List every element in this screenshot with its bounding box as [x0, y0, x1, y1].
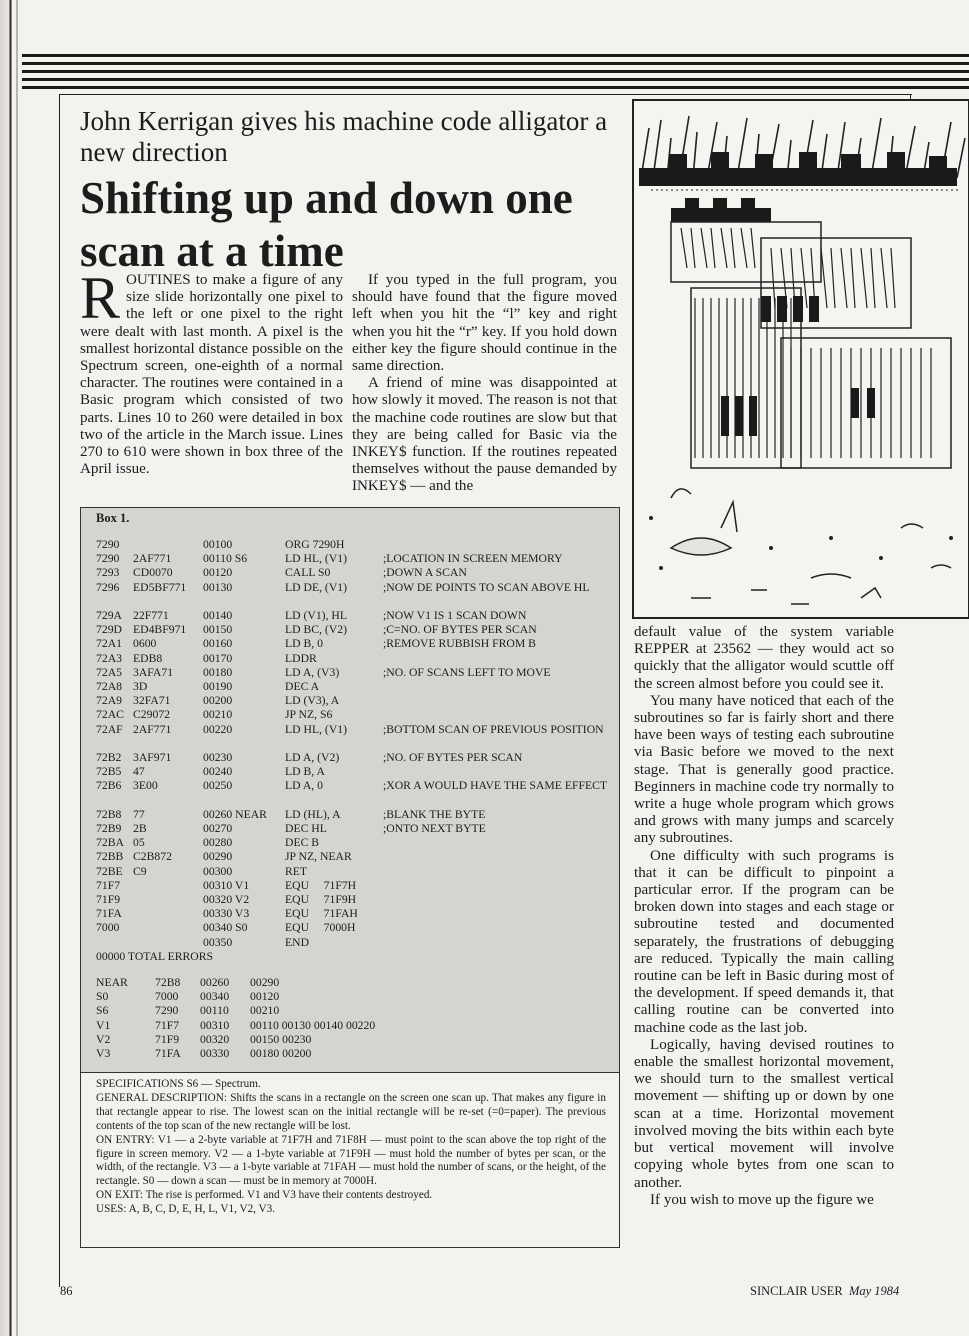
xref-cell: V1 [96, 1018, 111, 1032]
listing-instruction: LD B, 0 [285, 637, 323, 651]
listing-comment: ;BLANK THE BYTE [383, 807, 486, 821]
listing-line-number: 00150 [203, 623, 233, 637]
listing-instruction: LD HL, (V1) [285, 552, 347, 566]
listing-hex: 77 [133, 807, 145, 821]
listing-instruction: LD A, 0 [285, 779, 323, 793]
listing-address: 72AF [96, 722, 123, 736]
issue-date: May 1984 [848, 1284, 900, 1298]
listing-address: 72BA [96, 836, 124, 850]
listing-instruction: LD A, (V2) [285, 751, 340, 764]
paragraph: One difficulty with such programs is that it can be difficult to pinpoint a particular error. If the program can be broken down into stages and each stage or subroutine tested and documented separately, the frustrations of debugging are reduced. Typically the main calling routine can be left in Basic during most of the development. If speed demands it, that calling routine can be converted into machine code as the last job. [634, 847, 894, 1036]
listing-address: 72A1 [96, 637, 122, 651]
listing-instruction: LD (HL), A [285, 807, 341, 821]
listing-address: 72B2 [96, 751, 122, 764]
xref-cell: 00260 [200, 976, 230, 989]
listing-address: 72A3 [96, 651, 122, 665]
listing-line-number: 00320 V2 [203, 893, 250, 906]
xref-cell: 00110 [200, 1004, 229, 1018]
spec-uses: USES: A, B, C, D, E, H, L, V1, V2, V3. [96, 1203, 276, 1216]
spec-title: SPECIFICATIONS S6 — Spectrum. [96, 1078, 261, 1090]
listing-line-number: 00100 [203, 538, 233, 551]
listing-line-number: 00120 [203, 566, 233, 580]
listing-address: 71F9 [96, 893, 121, 906]
listing-hex: C29072 [133, 708, 171, 722]
listing-comment: ;REMOVE RUBBISH FROM B [383, 637, 536, 651]
listing-instruction: DEC B [285, 836, 320, 850]
specification-text [96, 1078, 606, 1217]
listing-instruction: LD (V1), HL [285, 609, 347, 622]
listing-address: 72B9 [96, 822, 122, 835]
listing-hex: CD0070 [133, 566, 173, 580]
xref-cell: NEAR [96, 976, 128, 989]
listing-instruction: LD B, A [285, 765, 325, 779]
listing-instruction: JP NZ, NEAR [285, 850, 352, 864]
listing-line-number: 00190 [203, 680, 233, 693]
spec-on-exit: ON EXIT: The rise is performed. V1 and V3 have their contents destroyed. [96, 1189, 433, 1202]
paragraph: OUTINES to make a figure of any size slide horizontally one pixel to the left or one pixel to the right were dealt with last month. A pixel is the smallest horizontal distance possible on the Spectrum screen, one-eighth of a normal character. The routines were contained in a Basic program which consisted of two parts. Lines 10 to 260 were detailed in box two of the article in the March issue. Lines 270 to 610 were shown in box three of the April issue. [80, 272, 343, 478]
paragraph: A friend of mine was disappointed at how slowly it moved. The reason is not that the machine code routines are slow but that they are being called for Basic via the INKEY$ function. If the routines repeated themselves without the pause demanded by INKEY$ — and the [352, 375, 617, 495]
listing-hex: 47 [133, 765, 145, 779]
listing-line-number: 00240 [203, 765, 233, 779]
listing-line-number: 00300 [203, 864, 233, 878]
xref-cell: V3 [96, 1047, 111, 1060]
listing-address: 71FA [96, 907, 122, 921]
xref-cell: 7290 [155, 1004, 179, 1018]
listing-address: 7290 [96, 552, 120, 566]
listing-line-number: 00140 [203, 609, 233, 622]
listing-hex: C2B872 [133, 850, 172, 864]
xref-cell: 00180 00200 [250, 1047, 312, 1060]
listing-instruction: LD BC, (V2) [285, 623, 348, 637]
spec-description: GENERAL DESCRIPTION: Shifts the scans in a rectangle on the screen one scan up. That makes any figure in that rectangle appear to rise. The lowest scan on the initial rectangle will be re-set (=0=paper). The previous contents of the top scan of the new rectangle will be lost. [96, 1091, 606, 1132]
listing-instruction: CALL S0 [285, 566, 331, 580]
listing-address: 72A8 [96, 680, 122, 693]
listing-line-number: 00330 V3 [203, 907, 250, 921]
listing-hex: 2B [133, 822, 147, 835]
xref-cell: 00290 [250, 976, 280, 989]
xref-cell: 00110 00130 00140 00220 [250, 1018, 376, 1032]
xref-cell: 00120 [250, 990, 280, 1004]
listing-hex: 32FA71 [133, 694, 171, 708]
paragraph: You many have noticed that each of the subroutines so far is fairly short and there have been ways of testing each subroutine via Basic before we moved to the next stage. That is generally good practice. Beginners in machine code try normally to write a huge whole program which grows and grows with many jumps and scarcely any subroutines. [634, 692, 894, 847]
xref-cell: 7000 [155, 990, 179, 1004]
xref-cell: 00340 [200, 990, 230, 1004]
listing-address: 7290 [96, 538, 120, 551]
listing-instruction: EQU 71F7H [285, 878, 357, 892]
listing-instruction: LD HL, (V1) [285, 722, 347, 736]
xref-cell: S0 [96, 990, 109, 1004]
box-title: Box 1. [96, 511, 130, 525]
xref-cell: 00210 [250, 1004, 280, 1018]
listing-hex: 2AF771 [133, 722, 172, 736]
listing-instruction: JP NZ, S6 [285, 708, 333, 722]
listing-hex: 2AF771 [133, 552, 172, 566]
column-2 [352, 272, 617, 496]
alligator-illustration [631, 98, 969, 620]
listing-address: 729A [96, 609, 122, 622]
listing-comment: ;ONTO NEXT BYTE [383, 822, 486, 835]
listing-hex: ED5BF771 [133, 580, 187, 594]
listing-comment: ;NO. OF SCANS LEFT TO MOVE [383, 665, 551, 679]
byline: John Kerrigan gives his machine code alligator a new direction [80, 106, 608, 167]
listing-address: 72BE [96, 864, 123, 878]
listing-hex: 0600 [133, 637, 157, 651]
paragraph: If you wish to move up the figure we [650, 1191, 874, 1208]
listing-line-number: 00130 [203, 580, 233, 594]
paragraph: If you typed in the full program, you should have found that the figure moved left when you hit the “l” key and right when you hit the “r” key. If you hold down either key the figure should continue in the same direction. [352, 272, 617, 375]
top-rule [22, 54, 969, 90]
listing-instruction: LD DE, (V1) [285, 580, 347, 594]
listing-comment: ;NOW V1 IS 1 SCAN DOWN [383, 609, 527, 622]
total-errors: 00000 TOTAL ERRORS [96, 949, 214, 963]
listing-line-number: 00110 S6 [203, 552, 248, 566]
listing-comment: ;XOR A WOULD HAVE THE SAME EFFECT [383, 779, 608, 793]
xref-cell: 00310 [200, 1018, 230, 1032]
listing-instruction: LD A, (V3) [285, 665, 340, 679]
listing-address: 71F7 [96, 878, 121, 892]
listing-line-number: 00260 NEAR [203, 807, 267, 821]
listing-address: 7000 [96, 921, 120, 935]
xref-cell: 72B8 [155, 976, 181, 989]
listing-line-number: 00210 [203, 708, 233, 722]
listing-comment: ;C=NO. OF BYTES PER SCAN [383, 623, 537, 637]
magazine-footer [750, 1284, 899, 1299]
listing-hex: ED4BF971 [133, 623, 187, 637]
listing-instruction: LDDR [285, 651, 317, 665]
listing-line-number: 00310 V1 [203, 878, 250, 892]
listing-line-number: 00280 [203, 836, 233, 850]
listing-hex: 3E00 [133, 779, 158, 793]
listing-line-number: 00250 [203, 779, 233, 793]
column-1 [80, 265, 343, 478]
listing-address: 72B6 [96, 779, 122, 793]
listing-line-number: 00220 [203, 722, 233, 736]
paragraph: default value of the system variable REPPER at 23562 — they would act so quickly that the alligator would scuttle off the screen almost before you could see it. [634, 624, 894, 692]
listing-address: 72A9 [96, 694, 122, 708]
listing-instruction: RET [285, 864, 308, 878]
spec-on-entry: ON ENTRY: V1 — a 2-byte variable at 71F7H and 71F8H — must point to the scan above the top right of the figure in screen memory. V2 — a 1-byte variable at 71F9H — must hold the number of bytes per scan, or the width, of the rectangle. V3 — a 1-byte variable at 71FAH — must hold the number of scans, or the height, of the rectangle. S0 — down a scan — must be in memory at 7000H. [96, 1133, 606, 1188]
xref-cell: 00320 [200, 1032, 230, 1046]
xref-cell: V2 [96, 1032, 111, 1046]
page-gutter [0, 0, 24, 1336]
listing-hex: EDB8 [133, 651, 163, 665]
listing-instruction: DEC A [285, 680, 320, 693]
listing-line-number: 00290 [203, 850, 233, 864]
xref-cell: 00330 [200, 1047, 230, 1060]
listing-instruction: EQU 7000H [285, 921, 356, 935]
listing-comment: ;BOTTOM SCAN OF PREVIOUS POSITION [383, 722, 604, 736]
column-3 [634, 624, 894, 1209]
drop-cap: R [80, 265, 121, 331]
listing-hex: C9 [133, 864, 147, 878]
listing-instruction: DEC HL [285, 822, 327, 835]
listing-address: 7293 [96, 566, 120, 580]
listing-comment: ;NOW DE POINTS TO SCAN ABOVE HL [383, 580, 590, 594]
listing-comment: ;DOWN A SCAN [383, 566, 467, 580]
listing-line-number: 00270 [203, 822, 233, 835]
listing-instruction: EQU 71F9H [285, 893, 357, 906]
listing-address: 729D [96, 623, 122, 637]
paragraph: Logically, having devised routines to enable the smallest horizontal movement, we should turn to the smallest vertical movement — shifting up or down by one scan at a time. Horizontal movement involved moving the bits within each byte but vertical movement will involve copying whole bytes from one scan to another. [634, 1036, 894, 1191]
listing-instruction: ORG 7290H [285, 538, 345, 551]
listing-instruction: LD (V3), A [285, 694, 340, 708]
listing-line-number: 00350 [203, 935, 233, 949]
xref-cell: 71FA [155, 1047, 181, 1060]
listing-hex: 3AF971 [133, 751, 172, 764]
xref-cell: 71F7 [155, 1018, 180, 1032]
listing-address: 72B5 [96, 765, 122, 779]
listing-line-number: 00160 [203, 637, 233, 651]
listing-line-number: 00170 [203, 651, 233, 665]
listing-instruction: EQU 71FAH [285, 907, 358, 921]
listing-comment: ;NO. OF BYTES PER SCAN [383, 751, 523, 764]
xref-cell: S6 [96, 1004, 109, 1018]
listing-address: 72BB [96, 850, 124, 864]
listing-address: 72A5 [96, 665, 122, 679]
listing-address: 7296 [96, 580, 120, 594]
xref-cell: 00150 00230 [250, 1032, 312, 1046]
listing-line-number: 00340 S0 [203, 921, 248, 935]
listing-line-number: 00180 [203, 665, 233, 679]
listing-comment: ;LOCATION IN SCREEN MEMORY [383, 552, 563, 566]
listing-line-number: 00230 [203, 751, 233, 764]
listing-line-number: 00200 [203, 694, 233, 708]
listing-address: 72B8 [96, 807, 122, 821]
listing-address: 72AC [96, 708, 124, 722]
listing-instruction: END [285, 935, 310, 949]
xref-cell: 71F9 [155, 1032, 180, 1046]
listing-hex: 22F771 [133, 609, 169, 622]
listing-hex: 3AFA71 [133, 665, 174, 679]
page-number: 86 [60, 1284, 73, 1298]
listing-hex: 05 [133, 836, 145, 850]
headline: Shifting up and down one scan at a time [80, 173, 573, 276]
listing-hex: 3D [133, 680, 148, 693]
magazine-name: SINCLAIR USER [750, 1284, 843, 1298]
